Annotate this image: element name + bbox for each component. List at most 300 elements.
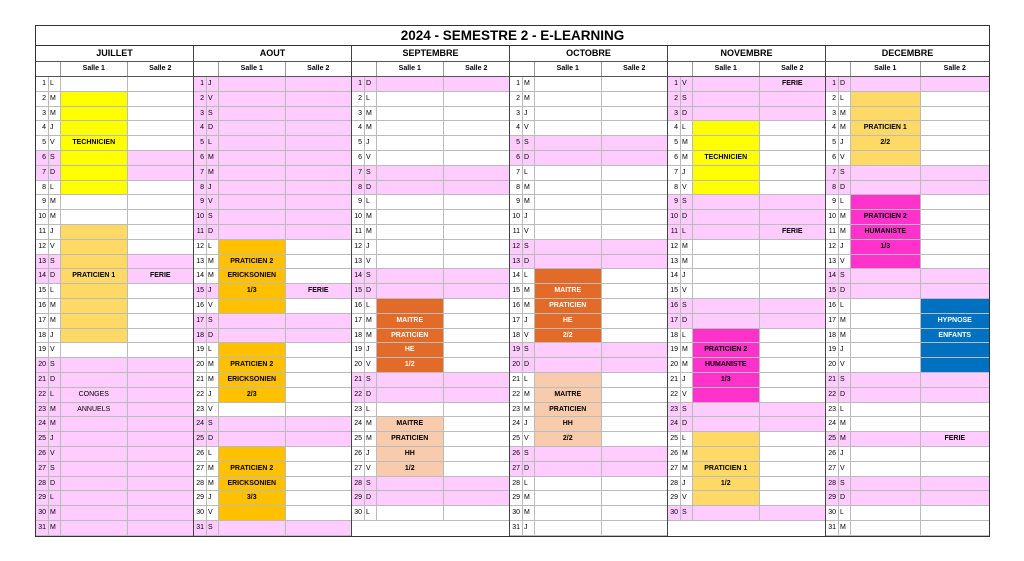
weekday-letter: M: [839, 329, 851, 343]
room-1-cell: [535, 343, 602, 357]
room-2-cell: [921, 477, 990, 491]
day-row: [352, 225, 509, 240]
room-1-header: Salle 1: [219, 62, 286, 76]
day-row: [194, 284, 351, 299]
day-number: 29: [36, 491, 49, 505]
weekday-letter: V: [839, 462, 851, 476]
weekday-letter: D: [49, 477, 61, 491]
day-row: [352, 77, 509, 92]
room-1-event: PRATICIEN: [391, 435, 429, 443]
room-2-cell: [444, 358, 510, 372]
weekday-letter: S: [49, 255, 61, 269]
room-1-cell: [219, 166, 286, 180]
weekday-letter: S: [681, 195, 693, 209]
room-2-cell: [128, 358, 194, 372]
month-column-septembre: [352, 46, 510, 536]
day-number: 21: [510, 373, 523, 387]
day-row: [826, 477, 989, 492]
day-number: 8: [668, 181, 681, 195]
room-1-cell: [535, 417, 602, 431]
day-row: [668, 225, 825, 240]
weekday-letter: D: [207, 329, 219, 343]
day-number: 29: [352, 491, 365, 505]
room-2-cell: [444, 417, 510, 431]
room-1-cell: [693, 92, 760, 106]
day-row: [194, 388, 351, 403]
room-2-event: FERIE: [944, 435, 966, 443]
weekday-letter: L: [681, 432, 693, 446]
day-row: [826, 447, 989, 462]
weekday-letter: J: [839, 447, 851, 461]
room-1-cell: [851, 225, 921, 239]
room-2-cell: [444, 373, 510, 387]
day-number: 14: [36, 269, 49, 283]
room-2-cell: [602, 314, 668, 328]
weekday-letter: V: [49, 240, 61, 254]
weekday-letter: J: [207, 77, 219, 91]
room-2-cell: [602, 195, 668, 209]
day-row: [36, 388, 193, 403]
weekday-letter: D: [523, 151, 535, 165]
day-row: [668, 181, 825, 196]
weekday-letter: M: [839, 225, 851, 239]
day-number: 28: [826, 477, 839, 491]
room-1-cell: [535, 166, 602, 180]
day-row: [668, 255, 825, 270]
weekday-letter: M: [523, 388, 535, 402]
room-1-cell: [377, 373, 444, 387]
day-row: [510, 477, 667, 492]
room-1-cell: [377, 477, 444, 491]
room-1-cell: [377, 77, 444, 91]
weekday-letter: V: [681, 181, 693, 195]
day-number: 14: [194, 269, 207, 283]
weekday-letter: V: [49, 136, 61, 150]
day-row: [36, 210, 193, 225]
weekday-letter: L: [839, 299, 851, 313]
room-2-cell: [760, 181, 826, 195]
room-1-cell: [61, 299, 128, 313]
room-2-cell: [444, 343, 510, 357]
day-number: 12: [36, 240, 49, 254]
weekday-letter: M: [49, 521, 61, 535]
day-number: 11: [668, 225, 681, 239]
room-1-cell: [219, 107, 286, 121]
day-row: [826, 92, 989, 107]
day-row: [36, 447, 193, 462]
month-header: SEPTEMBRE: [352, 46, 509, 62]
room-2-cell: [128, 403, 194, 417]
room-2-cell: [602, 107, 668, 121]
room-1-cell: [693, 181, 760, 195]
room-2-cell: [444, 92, 510, 106]
room-2-cell: [128, 210, 194, 224]
weekday-letter: S: [207, 107, 219, 121]
room-2-cell: [286, 373, 352, 387]
day-number: 25: [194, 432, 207, 446]
room-1-cell: [693, 225, 760, 239]
day-row: [510, 314, 667, 329]
day-number: 3: [352, 107, 365, 121]
day-number: 3: [826, 107, 839, 121]
room-2-cell: [286, 477, 352, 491]
room-2-cell: [921, 343, 990, 357]
weekday-letter: D: [365, 284, 377, 298]
room-1-cell: [535, 462, 602, 476]
room-1-cell: [61, 92, 128, 106]
weekday-letter: S: [49, 462, 61, 476]
day-number: 15: [826, 284, 839, 298]
room-1-cell: [219, 269, 286, 283]
room-1-event: PRATICIEN 2: [704, 346, 748, 354]
room-2-cell: [921, 491, 990, 505]
weekday-letter: L: [207, 136, 219, 150]
room-2-header: Salle 2: [623, 65, 646, 72]
day-row: [668, 417, 825, 432]
day-number: 19: [668, 343, 681, 357]
day-row: [826, 491, 989, 506]
weekday-letter: M: [839, 432, 851, 446]
room-2-cell: [760, 107, 826, 121]
weekday-letter: L: [49, 77, 61, 91]
day-row: [194, 403, 351, 418]
day-row: [352, 269, 509, 284]
room-1-cell: [535, 314, 602, 328]
day-number: 24: [668, 417, 681, 431]
room-2-cell: [921, 107, 990, 121]
day-number: 19: [826, 343, 839, 357]
room-1-event: CONGES: [78, 390, 109, 398]
day-header-spacer: [194, 62, 219, 76]
day-row: [668, 506, 825, 521]
room-2-cell: [286, 329, 352, 343]
weekday-letter: D: [681, 210, 693, 224]
day-number: 26: [352, 447, 365, 461]
room-1-cell: [219, 358, 286, 372]
day-number: 6: [826, 151, 839, 165]
day-number: 5: [510, 136, 523, 150]
day-number: 13: [510, 255, 523, 269]
room-1-cell: [693, 166, 760, 180]
room-2-cell: [128, 314, 194, 328]
day-number: 11: [826, 225, 839, 239]
weekday-letter: M: [523, 195, 535, 209]
day-row: [36, 269, 193, 284]
weekday-letter: L: [365, 506, 377, 520]
weekday-letter: D: [365, 388, 377, 402]
room-2-cell: [921, 299, 990, 313]
day-number: 26: [36, 447, 49, 461]
day-number: 7: [826, 166, 839, 180]
room-1-cell: [219, 181, 286, 195]
room-2-cell: [921, 181, 990, 195]
day-number: 18: [352, 329, 365, 343]
day-row: [36, 373, 193, 388]
room-2-cell: [286, 240, 352, 254]
day-number: 7: [36, 166, 49, 180]
room-header-row: [36, 62, 193, 77]
day-row: [194, 151, 351, 166]
weekday-letter: M: [681, 358, 693, 372]
weekday-letter: S: [839, 373, 851, 387]
day-row: [194, 166, 351, 181]
day-row: [36, 166, 193, 181]
day-row: [352, 181, 509, 196]
room-1-cell: [219, 92, 286, 106]
room-2-cell: [444, 181, 510, 195]
room-2-cell: [760, 225, 826, 239]
day-number: 22: [668, 388, 681, 402]
room-2-cell: [444, 506, 510, 520]
room-2-cell: [286, 77, 352, 91]
weekday-letter: J: [365, 447, 377, 461]
weekday-letter: D: [365, 181, 377, 195]
room-1-cell: [535, 151, 602, 165]
weekday-letter: M: [839, 107, 851, 121]
room-1-event: PRATICIEN 2: [230, 361, 274, 369]
room-1-cell: [535, 373, 602, 387]
room-2-cell: [286, 136, 352, 150]
day-number: 25: [36, 432, 49, 446]
day-number: 16: [194, 299, 207, 313]
room-2-cell: [602, 181, 668, 195]
room-1-cell: [851, 77, 921, 91]
weekday-letter: M: [49, 299, 61, 313]
weekday-letter: J: [523, 521, 535, 535]
room-1-cell: [61, 210, 128, 224]
day-row: [668, 373, 825, 388]
room-1-cell: [61, 358, 128, 372]
day-number: 16: [352, 299, 365, 313]
weekday-letter: S: [523, 240, 535, 254]
day-number: 2: [510, 92, 523, 106]
room-2-cell: [602, 403, 668, 417]
weekday-letter: M: [49, 314, 61, 328]
room-1-cell: [219, 506, 286, 520]
weekday-letter: J: [207, 388, 219, 402]
room-1-cell: [535, 269, 602, 283]
weekday-letter: D: [207, 432, 219, 446]
day-number: 4: [510, 121, 523, 135]
room-1-header: Salle 1: [693, 62, 760, 76]
room-1-event: ERICKSONIEN: [227, 272, 277, 280]
day-row: [510, 432, 667, 447]
day-row: [352, 107, 509, 122]
day-number: 4: [36, 121, 49, 135]
room-2-cell: [128, 92, 194, 106]
room-1-event: ERICKSONIEN: [227, 479, 277, 487]
weekday-letter: S: [839, 269, 851, 283]
day-row: [668, 462, 825, 477]
day-row: [194, 121, 351, 136]
weekday-letter: L: [365, 403, 377, 417]
day-row: [668, 314, 825, 329]
room-1-cell: [377, 358, 444, 372]
day-number: 14: [826, 269, 839, 283]
room-2-cell: [760, 506, 826, 520]
weekday-letter: L: [523, 269, 535, 283]
room-2-cell: [286, 255, 352, 269]
day-number: 30: [826, 506, 839, 520]
day-number: 23: [826, 403, 839, 417]
weekday-letter: S: [207, 521, 219, 535]
day-number: 30: [352, 506, 365, 520]
day-row: [352, 403, 509, 418]
room-1-cell: [219, 432, 286, 446]
room-1-cell: [61, 388, 128, 402]
day-number: 21: [352, 373, 365, 387]
day-number: 28: [668, 477, 681, 491]
day-number: 5: [668, 136, 681, 150]
weekday-letter: D: [365, 491, 377, 505]
room-1-cell: [219, 77, 286, 91]
weekday-letter: S: [49, 151, 61, 165]
day-number: 31: [510, 521, 523, 535]
day-number: 31: [826, 521, 839, 535]
day-row: [668, 477, 825, 492]
room-1-cell: [535, 210, 602, 224]
weekday-letter: J: [207, 284, 219, 298]
room-header-row: [826, 62, 989, 77]
day-number: 29: [510, 491, 523, 505]
day-number: 2: [826, 92, 839, 106]
room-1-header: Salle 1: [377, 62, 444, 76]
day-row: [826, 210, 989, 225]
day-row: [826, 77, 989, 92]
weekday-letter: L: [839, 403, 851, 417]
day-row: [826, 181, 989, 196]
day-number: 31: [194, 521, 207, 535]
room-2-cell: [602, 491, 668, 505]
day-row: [510, 358, 667, 373]
day-number: 18: [510, 329, 523, 343]
room-2-header: Salle 2: [781, 65, 804, 72]
room-2-cell: [286, 299, 352, 313]
day-number: 9: [194, 195, 207, 209]
day-number: 24: [826, 417, 839, 431]
weekday-letter: M: [49, 403, 61, 417]
day-number: 29: [668, 491, 681, 505]
room-2-cell: [286, 506, 352, 520]
weekday-letter: V: [523, 225, 535, 239]
day-row: [194, 240, 351, 255]
day-number: 26: [510, 447, 523, 461]
room-2-cell: [444, 269, 510, 283]
room-1-cell: [61, 195, 128, 209]
room-2-cell: [128, 284, 194, 298]
weekday-letter: V: [523, 329, 535, 343]
weekday-letter: J: [839, 136, 851, 150]
room-1-cell: [851, 343, 921, 357]
day-row: [36, 329, 193, 344]
day-row: [36, 477, 193, 492]
day-number: 26: [194, 447, 207, 461]
day-row: [352, 373, 509, 388]
month-header: OCTOBRE: [510, 46, 667, 62]
room-1-cell: [693, 299, 760, 313]
room-2-event: HYPNOSE: [937, 316, 972, 324]
room-1-event: HH: [404, 449, 415, 457]
room-2-cell: [128, 462, 194, 476]
weekday-letter: L: [681, 121, 693, 135]
day-row: [668, 299, 825, 314]
weekday-letter: M: [207, 462, 219, 476]
room-2-cell: [128, 299, 194, 313]
room-1-cell: [377, 417, 444, 431]
weekday-letter: J: [49, 121, 61, 135]
day-header-spacer: [826, 62, 851, 76]
room-1-cell: [377, 107, 444, 121]
day-row: [510, 225, 667, 240]
room-1-cell: [851, 92, 921, 106]
room-1-cell: [219, 388, 286, 402]
room-header-row: [510, 62, 667, 77]
room-1-cell: [219, 343, 286, 357]
room-2-cell: [444, 255, 510, 269]
room-2-cell: [128, 506, 194, 520]
room-2-cell: [444, 77, 510, 91]
day-number: 9: [826, 195, 839, 209]
weekday-letter: M: [523, 181, 535, 195]
day-number: 7: [194, 166, 207, 180]
day-number: 25: [826, 432, 839, 446]
room-1-cell: [851, 151, 921, 165]
room-1-cell: [377, 462, 444, 476]
day-number: 20: [826, 358, 839, 372]
day-row: [510, 92, 667, 107]
room-1-cell: [851, 462, 921, 476]
room-2-cell: [444, 210, 510, 224]
weekday-letter: M: [207, 151, 219, 165]
day-row: [352, 151, 509, 166]
room-1-cell: [535, 477, 602, 491]
weekday-letter: M: [207, 166, 219, 180]
weekday-letter: D: [839, 181, 851, 195]
weekday-letter: S: [207, 210, 219, 224]
room-2-cell: [921, 314, 990, 328]
room-1-cell: [693, 240, 760, 254]
room-1-cell: [535, 358, 602, 372]
room-2-cell: [760, 136, 826, 150]
weekday-letter: M: [839, 314, 851, 328]
room-1-cell: [535, 403, 602, 417]
room-2-cell: [921, 417, 990, 431]
room-1-cell: [535, 521, 602, 535]
day-row: [352, 447, 509, 462]
weekday-letter: L: [681, 329, 693, 343]
room-2-cell: [286, 403, 352, 417]
room-2-cell: [444, 477, 510, 491]
room-2-cell: [602, 447, 668, 461]
weekday-letter: S: [681, 403, 693, 417]
room-1-event: MAITRE: [554, 287, 582, 295]
room-2-cell: [128, 195, 194, 209]
day-row: [510, 373, 667, 388]
day-row: [352, 121, 509, 136]
calendar-title: 2024 - SEMESTRE 2 - E-LEARNING: [36, 26, 989, 46]
day-row: [668, 388, 825, 403]
weekday-letter: M: [49, 506, 61, 520]
weekday-letter: J: [681, 269, 693, 283]
day-row: [510, 462, 667, 477]
weekday-letter: V: [49, 447, 61, 461]
room-1-cell: [693, 403, 760, 417]
room-2-cell: [921, 388, 990, 402]
month-column-novembre: [668, 46, 826, 536]
room-1-event: MAITRE: [396, 316, 424, 324]
room-1-event: PRATICIEN 2: [230, 257, 274, 265]
weekday-letter: S: [523, 447, 535, 461]
